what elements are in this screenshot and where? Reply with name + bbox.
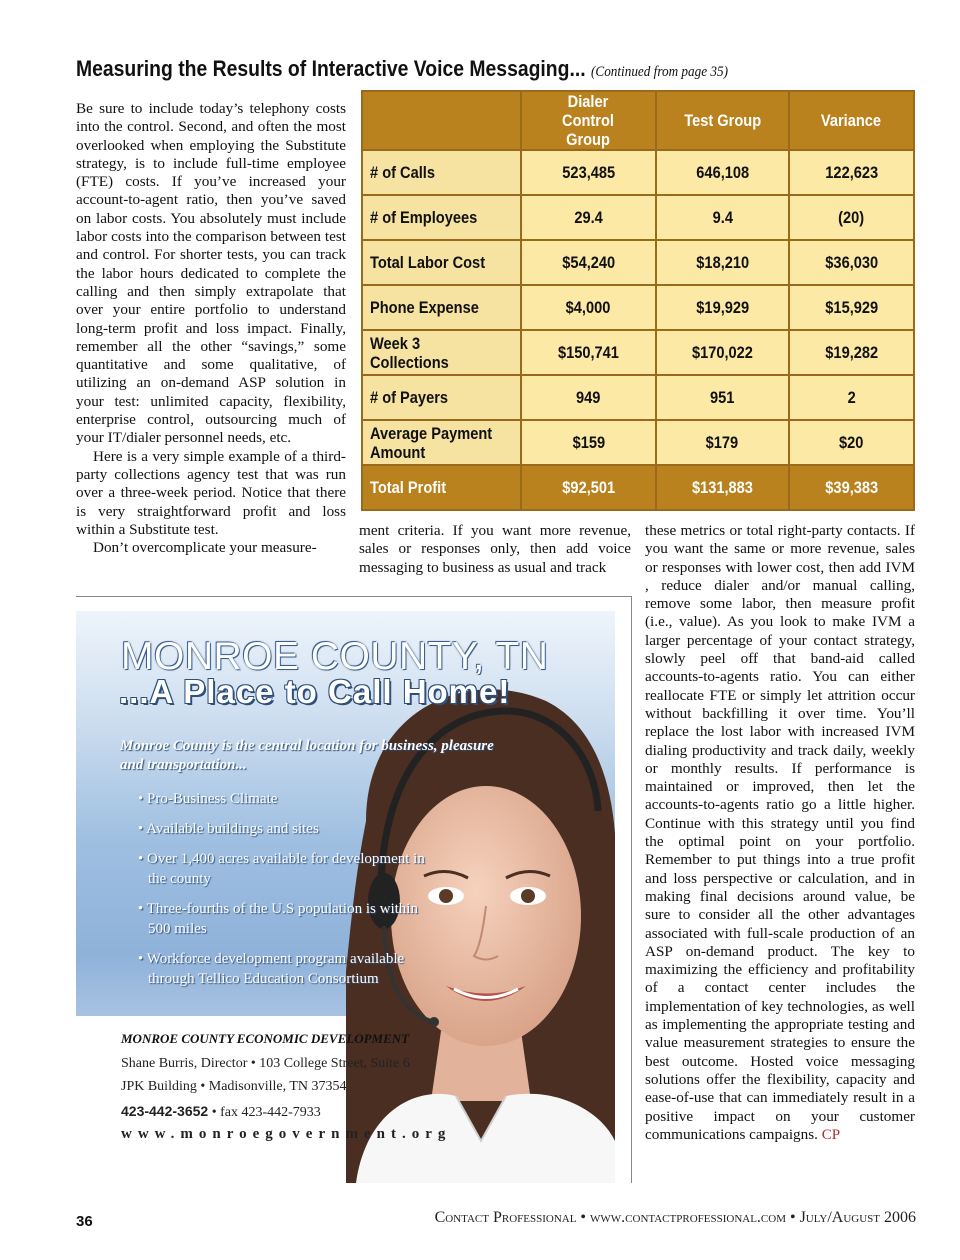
headline-continued: (Continued from page 35) — [590, 64, 728, 80]
ad-address-line-1: Shane Burris, Director • 103 College Street, Suite 6 — [121, 1056, 410, 1071]
table-header-variance: Variance — [789, 91, 914, 150]
table-row — [362, 330, 914, 375]
control-cell: $150,741 — [521, 330, 656, 375]
text-column-3 — [645, 522, 915, 1144]
row-label: Average Payment Amount — [362, 420, 521, 465]
row-label: Total Profit — [362, 465, 521, 510]
variance-cell: $36,030 — [789, 240, 914, 285]
test-cell: $179 — [656, 420, 789, 465]
test-cell: 646,108 — [656, 150, 789, 195]
row-label: # of Employees — [362, 195, 521, 240]
table-row — [362, 420, 914, 465]
table-row — [362, 375, 914, 420]
test-cell: $170,022 — [656, 330, 789, 375]
control-cell: $54,240 — [521, 240, 656, 285]
variance-cell: 122,623 — [789, 150, 914, 195]
cp-end-logo: CP — [821, 1126, 841, 1143]
table-row-total — [362, 465, 914, 510]
control-cell: $92,501 — [521, 465, 656, 510]
row-label: # of Payers — [362, 375, 521, 420]
row-label: Phone Expense — [362, 285, 521, 330]
control-cell: 523,485 — [521, 150, 656, 195]
paragraph: Here is a very simple example of a third-party collections agency test that was run over a three-week period. Notice that there is very straightforward profit and loss within a Substitute test. — [76, 447, 346, 538]
paragraph: these metrics or total right-party contacts. If you want the same or more revenue, sales or responses with lower cost, then add IVM , reduce dialer and/or manual calling, remove some labor, then measure profit (i.e., value). As you look to make IVM a larger percentage of your contact strategy, slowly peel off that band-aid called accounts-to-agents ratio. You can either reallocate FTE or simply let attrition occur without backfilling it over time. You’ll replace the lost labor with increased IVM dialing productivity and track daily, weekly or monthly results. If performance is maintained or improved, then let the accounts-to-agents ratio go a little higher. Continue with this strategy until you find the optimal point on your portfolio. Remember to put things into a true profit and loss perspective or calculation, and in making final decisions around value, be sure to consider all the other advantages associated with full-scale production of an ASP on-demand product. The key to maximizing the efficiency and profitability of a contact center includes the implementation of key technologies, as well as implementing the appropriate testing and value measurement strategies to ensure the best outcome. Hosted voice messaging solutions offer the flexibility, capacity and ease-of-use that can immediately result in a positive impact on your customer communications campaigns. CP — [645, 522, 915, 1143]
page-number: 36 — [76, 1213, 93, 1230]
variance-cell: $39,383 — [789, 465, 914, 510]
ad-address-line-2: JPK Building • Madisonville, TN 37354 — [121, 1079, 347, 1094]
control-cell: 949 — [521, 375, 656, 420]
paragraph: Don’t overcomplicate your measure- — [93, 539, 317, 557]
table-row — [362, 240, 914, 285]
control-cell: $159 — [521, 420, 656, 465]
ad-tagline: ...A Place to Call Home! — [119, 673, 511, 710]
variance-cell: 2 — [789, 375, 914, 420]
paragraph: ment criteria. If you want more revenue, sales or responses only, then add voice messaging to business as usual and track — [359, 522, 631, 576]
ad-title: MONROE COUNTY, TN — [121, 635, 549, 678]
ad-phone — [121, 1103, 321, 1121]
variance-cell: (20) — [789, 195, 914, 240]
test-cell: $131,883 — [656, 465, 789, 510]
table-row — [362, 195, 914, 240]
list-item: • Three-fourths of the U.S population is within 500 miles — [134, 899, 434, 939]
test-cell: 9.4 — [656, 195, 789, 240]
row-label: # of Calls — [362, 150, 521, 195]
ad-phone-number: 423-442-3652 — [121, 1103, 209, 1119]
variance-cell: $15,929 — [789, 285, 914, 330]
variance-cell: $20 — [789, 420, 914, 465]
text-column-1 — [76, 100, 346, 557]
row-label: Total Labor Cost — [362, 240, 521, 285]
table-header-blank — [362, 91, 521, 150]
variance-cell: $19,282 — [789, 330, 914, 375]
ad-fax: • fax 423-442-7933 — [208, 1105, 321, 1120]
control-cell: 29.4 — [521, 195, 656, 240]
control-cell: $4,000 — [521, 285, 656, 330]
table-row — [362, 285, 914, 330]
ad-organization: MONROE COUNTY ECONOMIC DEVELOPMENT — [121, 1031, 410, 1046]
headline-title: Measuring the Results of Interactive Voice Messaging... — [76, 56, 586, 81]
monroe-county-advertisement — [76, 611, 615, 1183]
list-item: • Available buildings and sites — [134, 819, 434, 839]
ad-border-top — [76, 596, 631, 597]
ad-border-right — [631, 596, 632, 1183]
list-item: • Over 1,400 acres available for development in the county — [134, 849, 434, 889]
test-cell: $18,210 — [656, 240, 789, 285]
list-item: • Pro-Business Climate — [134, 789, 434, 809]
footer-publication: Contact Professional • www.contactprofessional.com • July/August 2006 — [434, 1209, 916, 1226]
row-label: Week 3 Collections — [362, 330, 521, 375]
table-header-test: Test Group — [656, 91, 789, 150]
test-cell: $19,929 — [656, 285, 789, 330]
paragraph: Be sure to include today’s telephony costs into the control. Second, and often the most overlooked when employing the Substitute strategy, is to include full-time employee (FTE) costs. If you’ve increased your account-to-agent ratio, then you’ve saved on labor costs. You absolutely must include labor costs into the comparison between test and control. For shorter tests, you can track the labor hours dedicated to complete the calling and then simply extrapolate that over your entire portfolio to understand long-term profit and loss impact. Finally, remember all the other “savings,” some quantitative and some qualitative, of utilizing an on-demand ASP solution in your test: unlimited capacity, flexibility, enterprise control, outsourcing much of your IT/dialer personnel needs, etc. — [76, 100, 346, 447]
ad-intro-text: Monroe County is the central location for business, pleasure and transportation... — [120, 738, 494, 773]
article-headline — [76, 56, 833, 82]
table-header-control: Dialer Control Group — [521, 91, 656, 150]
ad-website-link[interactable]: www.monroegovernment.org — [121, 1126, 452, 1142]
results-table — [361, 90, 915, 511]
test-cell: 951 — [656, 375, 789, 420]
list-item: • Workforce development program available through Tellico Education Consortium — [134, 949, 434, 989]
ad-bullet-list — [134, 789, 434, 999]
table-header-row — [362, 91, 914, 150]
table-row — [362, 150, 914, 195]
text-column-2 — [359, 522, 631, 577]
